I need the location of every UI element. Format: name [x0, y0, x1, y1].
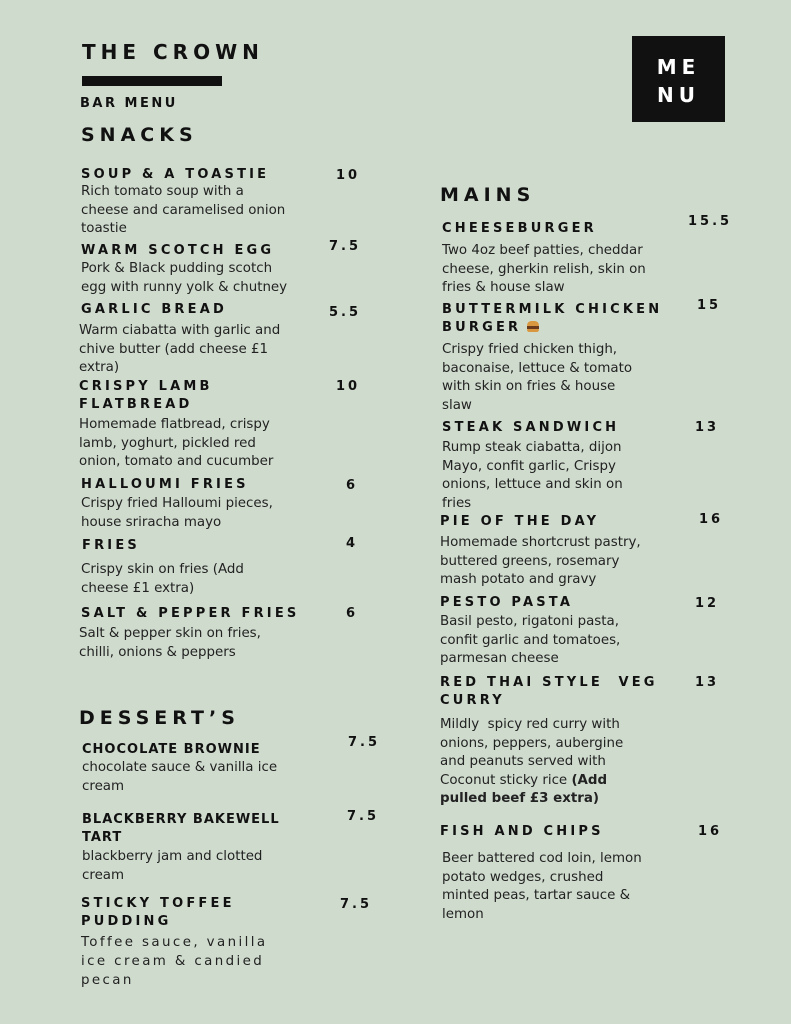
- menu-item-price: 15.5: [688, 214, 733, 229]
- menu-item-name: RED THAI STYLE VEG CURRY: [440, 675, 658, 708]
- menu-item-description: Mildly spicy red curry with onions, peppers, aubergine and peanuts served with Coconut sticky rice (Add pulled beef £3 extra): [440, 717, 624, 806]
- menu-item-name: FRIES: [82, 538, 140, 553]
- menu-item-price: 15: [697, 298, 722, 313]
- menu-item-price: 4: [346, 536, 359, 551]
- menu-subtitle: BAR MENU: [80, 96, 178, 111]
- menu-item-description: Toffee sauce, vanilla ice cream & candied pecan: [81, 935, 268, 988]
- menu-item-description: blackberry jam and clotted cream: [82, 849, 263, 883]
- menu-item-description: Pork & Black pudding scotch egg with runny yolk & chutney: [81, 261, 288, 295]
- section-title-mains: MAINS: [440, 184, 536, 206]
- menu-item-description: Rich tomato soup with a cheese and caramelised onion toastie: [81, 184, 286, 236]
- section-title-desserts: DESSERT’S: [79, 707, 240, 729]
- menu-item-description: Salt & pepper skin on fries, chilli, onions & peppers: [79, 626, 261, 660]
- title-underline-bar: [82, 76, 222, 86]
- menu-item-description: Homemade flatbread, crispy lamb, yoghurt, pickled red onion, tomato and cucumber: [79, 417, 274, 469]
- menu-badge: [632, 36, 725, 122]
- menu-item-price: 10: [336, 168, 361, 183]
- menu-item-price: 10: [336, 379, 361, 394]
- menu-item-description: chocolate sauce & vanilla ice cream: [82, 760, 278, 794]
- menu-item-name: SALT & PEPPER FRIES: [81, 606, 300, 621]
- menu-item-price: 12: [695, 596, 720, 611]
- menu-item-name: STICKY TOFFEE PUDDING: [81, 896, 235, 929]
- menu-badge-line-1: ME: [656, 55, 701, 79]
- menu-item-description: Two 4oz beef patties, cheddar cheese, gherkin relish, skin on fries & house slaw: [442, 243, 646, 295]
- menu-item-name: STEAK SANDWICH: [442, 420, 620, 435]
- burger-icon: [527, 321, 539, 332]
- menu-item-name: BLACKBERRY BAKEWELL TART: [82, 812, 280, 845]
- menu-item-price: 6: [346, 478, 359, 493]
- menu-item-price: 7.5: [329, 239, 362, 254]
- menu-item-price: 7.5: [348, 735, 381, 750]
- menu-item-name: CHEESEBURGER: [442, 221, 597, 236]
- menu-item-name: BUTTERMILK CHICKEN BURGER: [442, 302, 663, 335]
- menu-item-description: Beer battered cod loin, lemon potato wedges, crushed minted peas, tartar sauce & lemon: [442, 851, 642, 922]
- menu-item-price: 7.5: [340, 897, 373, 912]
- menu-item-price: 13: [695, 675, 720, 690]
- menu-item-name: GARLIC BREAD: [81, 302, 227, 317]
- menu-item-description: Homemade shortcrust pastry, buttered greens, rosemary mash potato and gravy: [440, 535, 641, 587]
- menu-item-name: HALLOUMI FRIES: [81, 477, 249, 492]
- menu-item-name: PESTO PASTA: [440, 595, 574, 610]
- menu-item-description: Crispy fried chicken thigh, baconaise, lettuce & tomato with skin on fries & house slaw: [442, 342, 633, 413]
- menu-item-description: Rump steak ciabatta, dijon Mayo, confit garlic, Crispy onions, lettuce and skin on fries: [442, 440, 623, 511]
- menu-item-name: CRISPY LAMB FLATBREAD: [79, 379, 213, 412]
- menu-item-name: CHOCOLATE BROWNIE: [82, 742, 261, 757]
- section-title-snacks: SNACKS: [81, 124, 198, 146]
- menu-item-price: 6: [346, 606, 359, 621]
- menu-item-price: 5.5: [329, 305, 362, 320]
- menu-item-description: Crispy fried Halloumi pieces, house sriracha mayo: [81, 496, 273, 530]
- menu-item-description: Basil pesto, rigatoni pasta, confit garlic and tomatoes, parmesan cheese: [440, 614, 621, 666]
- restaurant-name: THE CROWN: [82, 40, 264, 64]
- menu-badge-line-2: NU: [657, 83, 700, 107]
- menu-item-price: 16: [698, 824, 723, 839]
- menu-item-description: Crispy skin on fries (Add cheese £1 extra): [81, 562, 244, 596]
- menu-item-name: PIE OF THE DAY: [440, 514, 600, 529]
- menu-item-price: 16: [699, 512, 724, 527]
- menu-item-name: SOUP & A TOASTIE: [81, 167, 270, 182]
- menu-item-price: 7.5: [347, 809, 380, 824]
- menu-item-name: FISH AND CHIPS: [440, 824, 604, 839]
- menu-item-name: WARM SCOTCH EGG: [81, 243, 275, 258]
- menu-item-price: 13: [695, 420, 720, 435]
- menu-item-description: Warm ciabatta with garlic and chive butter (add cheese £1 extra): [79, 323, 281, 375]
